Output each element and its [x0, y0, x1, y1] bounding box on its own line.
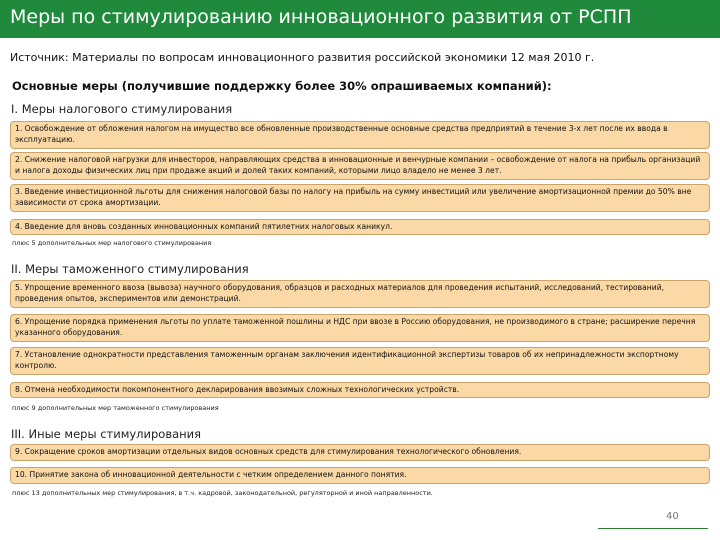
measure-item: 1. Освобождение от обложения налогом на имущество все обновленные производственные основные средства предприятий в течение 3-х лет после их ввода в эксплуатацию.: [10, 121, 710, 149]
source-text: Источник: Материалы по вопросам инновационного развития российской экономики 12 мая 2010 г.: [10, 51, 595, 64]
section-note-other: плюс 13 дополнительных мер стимулирования, в т.ч. кадровой, законодательной, регуляторной и иной направленности.: [12, 489, 433, 497]
section-note-customs: плюс 9 дополнительных мер таможенного стимулирования: [12, 404, 219, 412]
page-number: 40: [666, 511, 679, 522]
measure-item: 6. Упрощение порядка применения льготы по уплате таможенной пошлины и НДС при ввозе в Россию оборудования, не производимого в стране; расширение перечня указанного оборудования.: [10, 314, 710, 342]
page-title: Меры по стимулированию инновационного развития от РСПП: [10, 6, 632, 28]
measure-item: 2. Снижение налоговой нагрузки для инвесторов, направляющих средства в инновационные и венчурные компании – освобождение от налога на прибыль организаций и налога доходы физических лиц при продаже акций и долей таких компаний, которыми лицо владело не менее 3 лет.: [10, 152, 710, 180]
measure-item: 4. Введение для вновь созданных инновационных компаний пятилетних налоговых каникул.: [10, 219, 710, 235]
section-title-customs: II. Меры таможенного стимулирования: [11, 262, 249, 276]
subtitle: Основные меры (получившие поддержку более 30% опрашиваемых компаний):: [12, 79, 552, 93]
measure-item: 8. Отмена необходимости покомпонентного декларирования ввозимых сложных технологических устройств.: [10, 382, 710, 398]
measure-item: 10. Принятие закона об инновационной деятельности с четким определением данного понятия.: [10, 467, 710, 484]
measure-item: 3. Введение инвестиционной льготы для снижения налоговой базы по налогу на прибыль на сумму инвестиций или увеличение амортизационной премии до 50% вне зависимости от срока амортизации.: [10, 184, 710, 212]
title-bar: [0, 0, 720, 38]
footer-divider: [598, 528, 708, 529]
section-note-tax: плюс 5 дополнительных мер налогового стимулирования: [12, 239, 212, 247]
measure-item: 7. Установление однократности представления таможенным органам заключения идентификационной экспертизы товаров об их непринадлежности экспортному контролю.: [10, 347, 710, 375]
measure-item: 9. Сокращение сроков амортизации отдельных видов основных средств для стимулирования технологического обновления.: [10, 444, 710, 461]
section-title-other: III. Иные меры стимулирования: [11, 427, 202, 441]
section-title-tax: I. Меры налогового стимулирования: [11, 102, 233, 116]
measure-item: 5. Упрощение временного ввоза (вывоза) научного оборудования, образцов и расходных материалов для проведения испытаний, исследований, тестирований, проведения опытов, экспериментов или демонстраций.: [10, 280, 710, 308]
